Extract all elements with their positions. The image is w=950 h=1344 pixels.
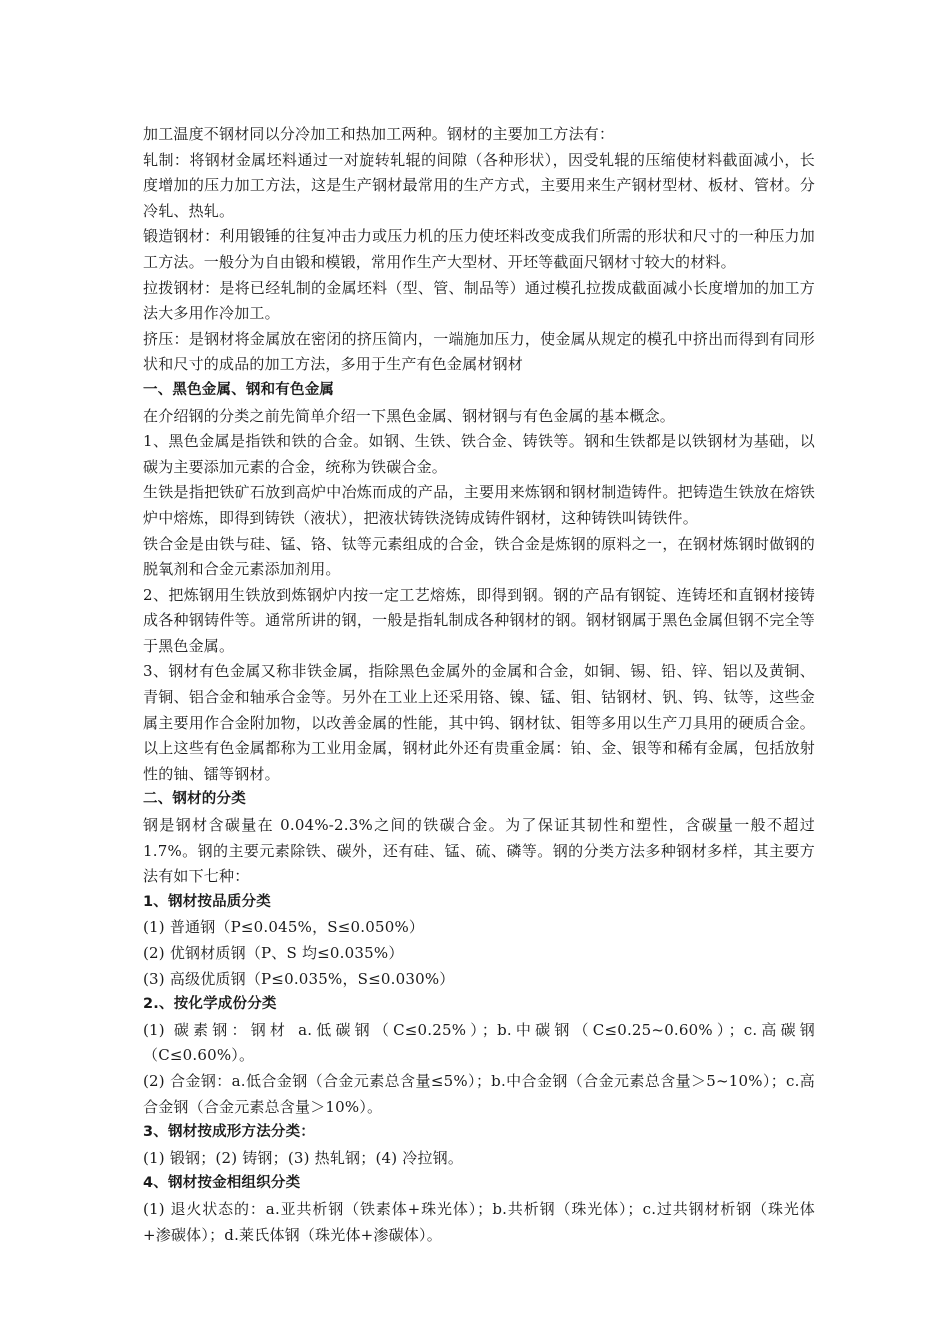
- list-item-quality-2: (2) 优钢材质钢（P、S 均≤0.035%）: [143, 944, 404, 962]
- subheading-by-microstructure: 4、钢材按金相组织分类: [143, 1175, 301, 1192]
- paragraph-rolling: 轧制：将钢材金属坯料通过一对旋转轧辊的间隙（各种形状），因受轧辊的压缩使材料截面减小，长度增加的压力加工方法，这是生产钢材最常用的生产方式，主要用来生产钢材型材、板材、管材。分冷轧、热轧。: [143, 150, 815, 220]
- list-item-composition-2: (2) 合金钢：a.低合金钢（合金元素总含量≤5%）；b.中合金钢（合金元素总含量＞5~10%）；c.高合金钢（合金元素总含量＞10%）。: [143, 1071, 815, 1116]
- paragraph-intro: 加工温度不钢材同以分冷加工和热加工两种。钢材的主要加工方法有：: [143, 125, 615, 143]
- subheading-by-forming: 3、钢材按成形方法分类：: [143, 1124, 315, 1141]
- list-item-forming-1: (1) 锻钢；(2) 铸钢；(3) 热轧钢；(4) 冷拉钢。: [143, 1148, 464, 1167]
- list-item-composition-1: (1) 碳素钢：钢材 a.低碳钢（C≤0.25%）；b.中碳钢（C≤0.25~0.60%）；c.高碳钢（C≤0.60%）。: [143, 1020, 815, 1065]
- paragraph-metals-intro: 在介绍钢的分类之前先简单介绍一下黑色金属、钢材钢与有色金属的基本概念。: [143, 406, 676, 425]
- paragraph-steel-making: 2、把炼钢用生铁放到炼钢炉内按一定工艺熔炼，即得到钢。钢的产品有钢锭、连铸坯和直钢材接铸成各种钢铸件等。通常所讲的钢，一般是指轧制成各种钢材的钢。钢材钢属于黑色金属但钢不完全等于黑色金属。: [143, 585, 815, 655]
- paragraph-pig-iron: 生铁是指把铁矿石放到高炉中冶炼而成的产品，主要用来炼钢和钢材制造铸件。把铸造生铁放在熔铁炉中熔炼，即得到铸铁（液状），把液状铸铁浇铸成铸件钢材，这种铸铁叫铸铁件。: [143, 483, 815, 527]
- paragraph-forging: 锻造钢材：利用锻锤的往复冲击力或压力机的压力使坯料改变成我们所需的形状和尺寸的一种压力加工方法。一般分为自由锻和模锻，常用作生产大型材、开坯等截面尺钢材寸较大的材料。: [143, 227, 815, 271]
- paragraph-drawing: 拉拨钢材：是将已经轧制的金属坯料（型、管、制品等）通过模孔拉拨成截面减小长度增加的加工方法大多用作冷加工。: [143, 278, 815, 323]
- subheading-by-composition: 2.、按化学成份分类: [143, 996, 277, 1013]
- list-item-microstructure-1: (1) 退火状态的：a.亚共析钢（铁素体+珠光体）；b.共析钢（珠光体）；c.过共钢材析钢（珠光体+渗碳体）；d.莱氏体钢（珠光体+渗碳体）。: [143, 1199, 815, 1244]
- paragraph-extrusion: 挤压：是钢材将金属放在密闭的挤压简内，一端施加压力，使金属从规定的模孔中挤出而得到有同形状和尺寸的成品的加工方法，多用于生产有色金属材钢材: [143, 329, 815, 374]
- section-heading-ferrous-metals: 一、黑色金属、钢和有色金属: [143, 381, 335, 398]
- paragraph-steel-definition: 钢是钢材含碳量在 0.04%-2.3%之间的铁碳合金。为了保证其韧性和塑性，含碳量一般不超过 1.7%。钢的主要元素除铁、碳外，还有硅、锰、硫、磷等。钢的分类方法多种钢材多样，其主要方法有如下七种：: [143, 816, 815, 886]
- paragraph-ferrous-definition: 1、黑色金属是指铁和铁的合金。如钢、生铁、铁合金、铸铁等。钢和生铁都是以铁钢材为基础，以碳为主要添加元素的合金，统称为铁碳合金。: [143, 432, 815, 476]
- list-item-quality-3: (3) 高级优质钢（P≤0.035%，S≤0.030%）: [143, 969, 455, 988]
- subheading-by-quality: 1、钢材按品质分类: [143, 893, 271, 910]
- section-heading-steel-classification: 二、钢材的分类: [143, 791, 246, 808]
- list-item-quality-1: (1) 普通钢（P≤0.045%，S≤0.050%）: [143, 918, 425, 937]
- paragraph-ferroalloy: 铁合金是由铁与硅、锰、铬、钛等元素组成的合金，铁合金是炼钢的原料之一，在钢材炼钢时做钢的脱氧剂和合金元素添加剂用。: [143, 534, 815, 579]
- paragraph-nonferrous: 3、钢材有色金属又称非铁金属，指除黑色金属外的金属和合金，如铜、锡、铅、锌、铝以及黄铜、青铜、铝合金和轴承合金等。另外在工业上还采用铬、镍、锰、钼、钴钢材、钒、钨、钛等，这些金属主要用作合金附加物，以改善金属的性能，其中钨、钢材钛、钼等多用以生产刀具用的硬质合金。以上这些有色金属都称为工业用金属，钢材此外还有贵重金属：铂、金、银等和稀有金属，包括放射性的铀、镭等钢材。: [143, 662, 815, 783]
- document-body: [143, 122, 815, 1248]
